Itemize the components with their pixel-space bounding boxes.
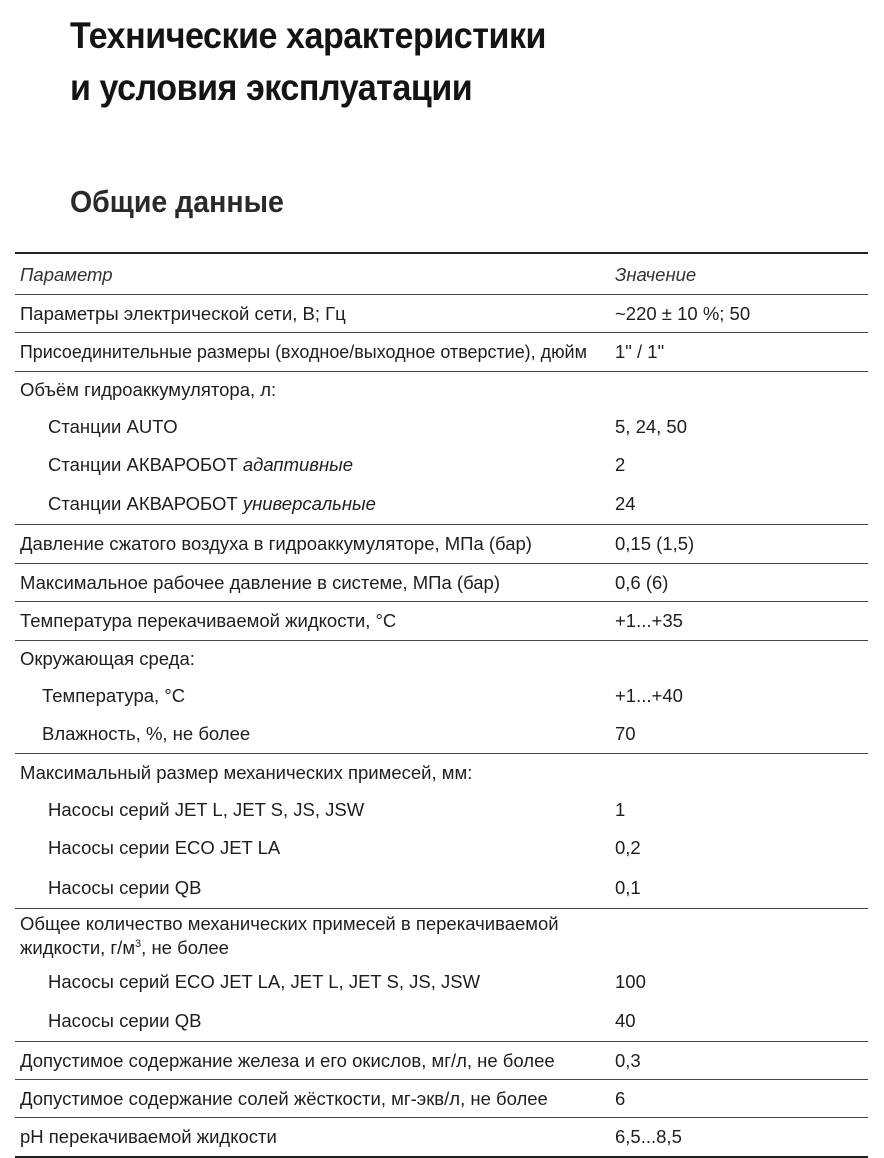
row-param: Насосы серии ECO JET LA (48, 837, 281, 858)
row-param: Насосы серии QB (48, 1010, 202, 1031)
table-row (15, 602, 868, 641)
table-row (15, 484, 868, 525)
table-row (15, 791, 868, 829)
table-row (15, 715, 868, 754)
row-value: 40 (615, 1010, 636, 1031)
row-param: Насосы серии QB (48, 876, 202, 898)
row-param: Параметры электрической сети, В; Гц (20, 302, 346, 324)
row-param: pH перекачиваемой жидкости (20, 1126, 277, 1147)
row-param-text: Станции АКВАРОБОТ (48, 454, 243, 475)
table-row (15, 641, 868, 677)
table-row (15, 1118, 868, 1158)
row-param: Объём гидроаккумулятора, л: (20, 379, 277, 400)
row-value: 0,2 (615, 837, 641, 858)
table-row (15, 408, 868, 446)
header-parameter: Параметр (20, 264, 113, 285)
table-row (15, 829, 868, 867)
row-param: Допустимое содержание железа и его окислов, мг/л, не более (20, 1049, 555, 1071)
row-value: +1...+40 (615, 685, 683, 706)
row-value: 0,1 (615, 876, 641, 898)
spec-table (15, 256, 868, 1158)
row-param: Допустимое содержание солей жёсткости, мг-экв/л, не более (20, 1087, 548, 1109)
row-param (15, 912, 615, 960)
table-row (15, 564, 868, 602)
row-value: 0,3 (615, 1049, 641, 1071)
row-param: Максимальный размер механических примесей, мм: (20, 761, 473, 783)
row-value: 70 (615, 723, 636, 744)
table-row (15, 1001, 868, 1042)
row-param-text: Общее количество механических примесей в перекачиваемой жидкости, г/м (20, 913, 559, 958)
row-value: 1 (615, 799, 626, 820)
row-param-sup: 3 (135, 937, 142, 950)
row-value: 2 (615, 454, 626, 475)
row-value: ~220 ± 10 %; 50 (615, 302, 751, 324)
table-row (15, 963, 868, 1001)
row-param-tail: , не более (141, 937, 229, 958)
row-value: 0,6 (6) (615, 571, 669, 593)
row-param (15, 493, 615, 515)
table-row (15, 754, 868, 791)
row-param-text: Станции АКВАРОБОТ (48, 493, 243, 514)
section-title: Общие данные (70, 184, 284, 219)
row-param: Насосы серий JET L, JET S, JS, JSW (48, 799, 365, 820)
table-row (15, 372, 868, 408)
table-row (15, 867, 868, 909)
row-param: Присоединительные размеры (входное/выходное отверстие), дюйм (19, 341, 587, 362)
table-row (15, 446, 868, 484)
row-param-italic: адаптивные (242, 454, 354, 475)
row-value: 5, 24, 50 (615, 416, 688, 437)
table-row (15, 1042, 868, 1080)
row-param: Насосы серий ECO JET LA, JET L, JET S, JS, JSW (48, 971, 481, 992)
row-value: 0,15 (1,5) (615, 533, 695, 554)
table-row (15, 525, 868, 564)
row-param: Станции AUTO (48, 416, 178, 437)
row-value: 100 (615, 971, 646, 992)
row-param: Окружающая среда: (20, 648, 195, 669)
row-param (15, 454, 615, 476)
table-row (15, 295, 868, 333)
row-param: Температура, °C (42, 685, 186, 706)
table-row (15, 909, 868, 963)
header-value: Значение (615, 264, 697, 285)
row-value: 6,5...8,5 (615, 1126, 682, 1147)
page-title (70, 10, 546, 114)
row-value: +1...+35 (615, 610, 683, 631)
table-top-rule (15, 252, 868, 254)
row-value: 24 (615, 493, 636, 514)
row-param: Температура перекачиваемой жидкости, °C (20, 610, 397, 631)
table-row (15, 333, 868, 372)
row-value: 6 (615, 1087, 626, 1109)
row-param: Давление сжатого воздуха в гидроаккумуляторе, МПа (бар) (20, 533, 532, 554)
row-param-italic: универсальные (242, 493, 376, 514)
page-title-line-1: Технические характеристики (70, 15, 547, 56)
row-param: Максимальное рабочее давление в системе, МПа (бар) (20, 571, 500, 593)
table-row (15, 677, 868, 715)
page-title-line-2: и условия эксплуатации (70, 67, 473, 108)
table-row (15, 1080, 868, 1118)
table-header-row (15, 256, 868, 295)
row-param: Влажность, %, не более (42, 723, 251, 744)
row-value: 1" / 1" (615, 341, 665, 362)
